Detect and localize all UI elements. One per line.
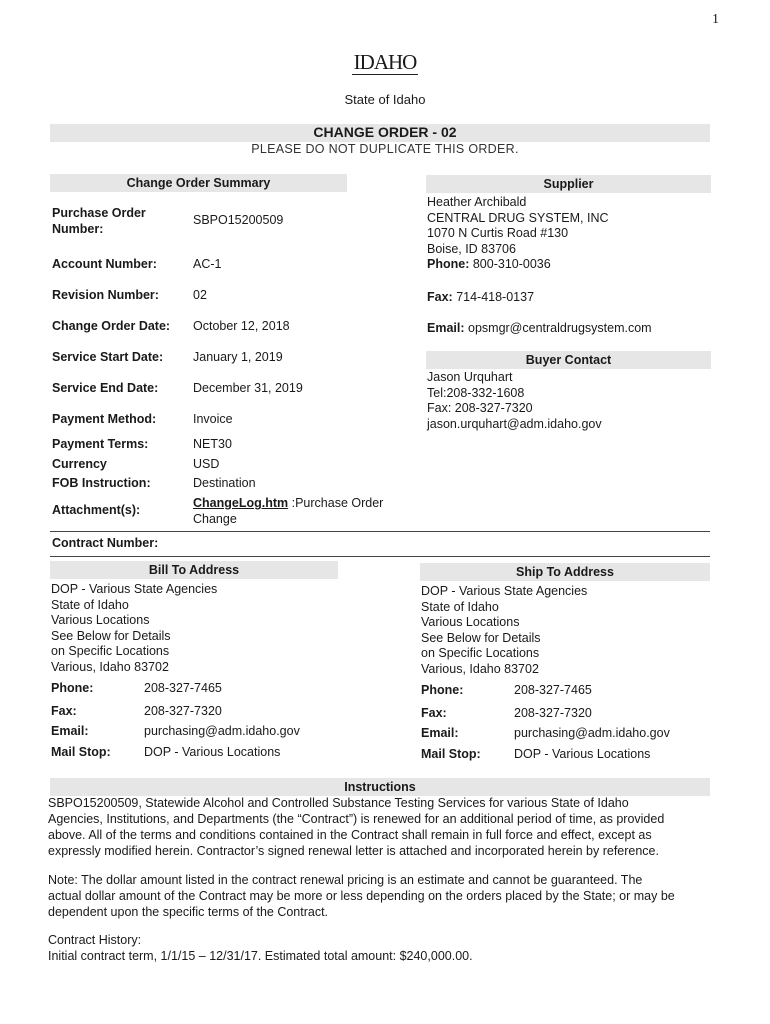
account-value: AC-1: [193, 257, 222, 271]
change-order-date-value: October 12, 2018: [193, 319, 290, 333]
supplier-fax-value: 714-418-0137: [456, 290, 535, 304]
note-line: dependent upon the specific terms of the Contract.: [48, 905, 329, 919]
attachment-entry: [193, 495, 383, 527]
payment-terms-label: Payment Terms:: [52, 437, 149, 451]
supplier-phone: [427, 257, 609, 273]
bill-to-email-label: Email:: [51, 724, 89, 738]
instructions-line: Agencies, Institutions, and Departments (the “Contract”) is renewed for an additional period of time, as provided: [48, 812, 665, 826]
attachment-link[interactable]: ChangeLog.htm: [193, 496, 289, 510]
payment-method-value: Invoice: [193, 412, 233, 426]
contract-history-label: Contract History:: [48, 933, 142, 947]
attachments-label: Attachment(s):: [52, 503, 141, 517]
payment-terms-value: NET30: [193, 437, 232, 451]
page-number: 1: [712, 12, 719, 27]
bill-to-line: Various, Idaho 83702: [51, 659, 169, 674]
ship-to-fax-label: Fax:: [421, 706, 447, 720]
ship-to-line: Various, Idaho 83702: [421, 661, 539, 676]
ship-to-line: on Specific Locations: [421, 646, 540, 661]
fob-value: Destination: [193, 476, 256, 490]
buyer-fax: Fax: 208-327-7320: [427, 401, 533, 416]
note-line: Note: The dollar amount listed in the contract renewal pricing is an estimate and cannot be guaranteed. The: [48, 873, 643, 887]
contract-history-line: Initial contract term, 1/1/15 – 12/31/17. Estimated total amount: $240,000.00.: [48, 949, 473, 963]
ship-to-heading: Ship To Address: [420, 563, 710, 581]
buyer-name: Jason Urquhart: [427, 370, 513, 384]
idaho-logo: [0, 50, 770, 75]
bill-to-phone-label: Phone:: [51, 681, 94, 695]
currency-value: USD: [193, 457, 220, 471]
instructions-line: SBPO15200509, Statewide Alcohol and Controlled Substance Testing Services for various State of Idaho: [48, 796, 629, 810]
logo-text: IDAHO: [353, 50, 417, 74]
supplier-address-line: 1070 N Curtis Road #130: [427, 226, 569, 241]
supplier-address-line: Boise, ID 83706: [427, 241, 516, 256]
contract-number-label: Contract Number:: [52, 536, 159, 550]
currency-label: Currency: [52, 457, 107, 471]
supplier-company: CENTRAL DRUG SYSTEM, INC: [427, 210, 609, 225]
bill-to-line: DOP - Various State Agencies: [51, 582, 218, 596]
supplier-name: Heather Archibald: [427, 195, 527, 209]
bill-to-fax-value: 208-327-7320: [144, 704, 222, 718]
bill-to-mailstop-value: DOP - Various Locations: [144, 745, 281, 759]
page-title: CHANGE ORDER - 02: [313, 124, 457, 140]
ship-to-email-label: Email:: [421, 726, 459, 740]
ship-to-line: State of Idaho: [421, 599, 499, 614]
divider: [50, 556, 710, 557]
revision-value: 02: [193, 288, 207, 302]
supplier-block: [427, 195, 609, 273]
bill-to-line: State of Idaho: [51, 597, 129, 612]
buyer-email: jason.urquhart@adm.idaho.gov: [427, 416, 602, 431]
attachment-description: :Purchase Order: [288, 496, 384, 510]
bill-to-email-value: purchasing@adm.idaho.gov: [144, 724, 300, 738]
service-end-label: Service End Date:: [52, 381, 159, 395]
bill-to-fax-label: Fax:: [51, 704, 77, 718]
contract-history: [48, 932, 728, 964]
ship-to-phone-label: Phone:: [421, 683, 464, 697]
attachment-description-cont: Change: [193, 512, 237, 526]
bill-to-phone-value: 208-327-7465: [144, 681, 222, 695]
page-subtitle: PLEASE DO NOT DUPLICATE THIS ORDER.: [251, 142, 519, 156]
supplier-email-value: opsmgr@centraldrugsystem.com: [468, 321, 652, 335]
supplier-fax: [427, 290, 534, 304]
ship-to-address: [421, 584, 587, 678]
ship-to-line: DOP - Various State Agencies: [421, 584, 588, 598]
instructions-paragraph: [48, 795, 728, 859]
bill-to-line: See Below for Details: [51, 628, 171, 643]
divider: [50, 531, 710, 532]
payment-method-label: Payment Method:: [52, 412, 157, 426]
instructions-heading: Instructions: [50, 778, 710, 796]
change-order-date-label: Change Order Date:: [52, 319, 171, 333]
buyer-block: [427, 370, 602, 432]
ship-to-mailstop-value: DOP - Various Locations: [514, 747, 651, 761]
supplier-fax-label: Fax:: [427, 290, 453, 304]
bill-to-heading: Bill To Address: [50, 561, 338, 579]
supplier-email: [427, 321, 652, 335]
supplier-phone-label: Phone:: [427, 257, 470, 272]
ship-to-mailstop-label: Mail Stop:: [421, 747, 481, 761]
ship-to-fax-value: 208-327-7320: [514, 706, 592, 720]
bill-to-mailstop-label: Mail Stop:: [51, 745, 111, 759]
supplier-email-label: Email:: [427, 321, 465, 335]
bill-to-line: Various Locations: [51, 613, 150, 628]
supplier-heading: Supplier: [426, 175, 711, 193]
bill-to-line: on Specific Locations: [51, 644, 170, 659]
service-start-value: January 1, 2019: [193, 350, 283, 364]
note-line: actual dollar amount of the Contract may be more or less depending on the orders placed by the State; or may be: [48, 889, 675, 903]
summary-heading: Change Order Summary: [50, 174, 347, 192]
ship-to-phone-value: 208-327-7465: [514, 683, 592, 697]
instructions-line: above. All of the terms and conditions contained in the Contract shall remain in full force and effect, except as: [48, 828, 652, 842]
supplier-phone-value: 800-310-0036: [472, 257, 551, 272]
fob-label: FOB Instruction:: [52, 476, 151, 490]
po-value: SBPO15200509: [193, 213, 284, 227]
buyer-heading: Buyer Contact: [426, 351, 711, 369]
state-name: State of Idaho: [344, 92, 426, 107]
ship-to-email-value: purchasing@adm.idaho.gov: [514, 726, 670, 740]
bill-to-address: [51, 582, 217, 676]
service-end-value: December 31, 2019: [193, 381, 303, 395]
ship-to-line: Various Locations: [421, 615, 520, 630]
note-paragraph: [48, 872, 728, 920]
service-start-label: Service Start Date:: [52, 350, 164, 364]
revision-label: Revision Number:: [52, 288, 159, 302]
ship-to-line: See Below for Details: [421, 630, 541, 645]
po-label: Purchase Order Number:: [52, 206, 146, 236]
instructions-line: expressly modified herein. Contractor’s signed renewal letter is attached and incorporated herein by reference.: [48, 844, 659, 858]
buyer-tel: Tel:208-332-1608: [427, 385, 525, 400]
account-label: Account Number:: [52, 257, 157, 271]
